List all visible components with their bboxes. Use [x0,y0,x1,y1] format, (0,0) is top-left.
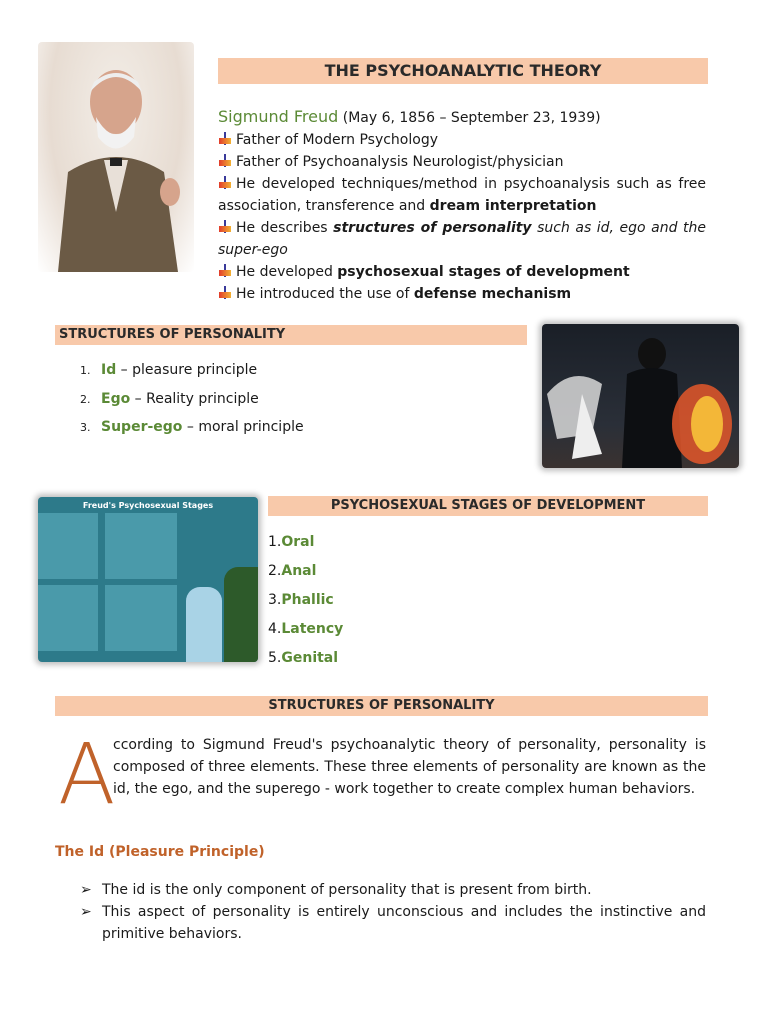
structures-heading: STRUCTURES OF PERSONALITY [55,325,527,345]
arrow-bullet-icon: ➢ [80,882,92,898]
stage-number: 5. [268,650,282,666]
fact-item [218,129,706,151]
stage-number: 4. [268,621,282,637]
item-term: Ego [101,390,131,407]
fact-bold: dream interpretation [429,198,597,214]
stages-heading: PSYCHOSEXUAL STAGES OF DEVELOPMENT [268,496,708,516]
item-term: Super-ego [101,419,183,435]
page-title: THE PSYCHOANALYTIC THEORY [218,58,708,84]
item-desc: – moral principle [182,419,304,435]
image-drawing [542,324,739,468]
bullet-icon [218,154,232,168]
fact-item [218,151,706,173]
stage-item [268,621,343,650]
fact-text: He developed techniques/method in psychoanalysis such as free association, transference and [218,176,706,214]
fact-item [218,283,706,305]
structure-item [80,419,304,448]
panel-latency [105,585,177,651]
id-ego-superego-image [542,324,739,468]
structure-item [80,362,304,391]
fact-item [218,217,706,261]
woman-figure [186,587,222,662]
stage-number: 3. [268,592,282,608]
fact-text: He introduced the use of [236,286,414,302]
fact-text: He developed [236,264,338,280]
fact-bold: psychosexual stages of development [337,264,630,280]
freud-portrait [38,42,194,272]
stage-label: Oral [281,534,315,550]
stage-label: Phallic [281,592,334,608]
fact-bold: defense mechanism [413,286,572,302]
id-bullet-item [80,879,706,901]
stages-image-title: Freud's Psychosexual Stages [82,501,214,510]
structure-item [80,391,304,420]
stage-number: 1. [268,534,282,550]
man-figure [224,567,258,662]
panel-oral [38,513,98,579]
fact-text: He describes [236,220,334,236]
bullet-icon [218,132,232,146]
fact-italic: such as id, ego and the super-ego [218,220,706,258]
psychosexual-stages-image [38,497,258,662]
bullet-icon [218,176,232,190]
bullet-icon [218,220,232,234]
panel-phallic [38,585,98,651]
bullet-text: The id is the only component of personality that is present from birth. [102,882,592,898]
item-term: Id [101,362,117,378]
bullet-text: This aspect of personality is entirely unconscious and includes the instinctive and primitive behaviors. [102,904,706,942]
bullet-icon [218,286,232,300]
stage-number: 2. [268,563,282,579]
item-number: 3. [80,421,91,434]
item-desc: – pleasure principle [116,362,258,378]
drop-cap: A [58,725,116,823]
id-subheading: The Id (Pleasure Principle) [55,844,265,860]
stage-label: Latency [281,621,344,637]
arrow-bullet-icon: ➢ [80,904,92,920]
fact-item [218,173,706,217]
id-bullet-item [80,901,706,945]
id-bullets [80,879,706,945]
fact-text: Father of Modern Psychology [236,132,438,148]
intro-paragraph: ccording to Sigmund Freud's psychoanalytic theory of personality, personality is composed of three elements. These three elements of personality are known as the id, the ego, and the superego - work together to create complex human behaviors. [113,737,706,797]
stage-label: Anal [281,563,317,579]
item-number: 1. [80,364,91,377]
section2-heading: STRUCTURES OF PERSONALITY [55,696,708,716]
stage-item [268,563,343,592]
item-desc: – Reality principle [130,390,259,407]
stage-item [268,592,343,621]
fact-bold: structures of personality [333,220,532,236]
freud-intro [218,106,706,305]
fact-item [218,261,706,283]
portrait-drawing [38,42,194,272]
stage-item [268,650,343,679]
item-number: 2. [80,392,91,406]
freud-dates: (May 6, 1856 – September 23, 1939) [342,110,601,126]
fact-text: Father of Psychoanalysis Neurologist/physician [236,154,564,170]
structures-list [80,362,304,448]
stage-label: Genital [281,650,339,666]
bullet-icon [218,264,232,278]
panel-anal [105,513,177,579]
stage-item [268,534,343,563]
freud-name: Sigmund Freud [218,107,339,126]
freud-header [218,106,706,129]
stages-list [268,534,343,679]
